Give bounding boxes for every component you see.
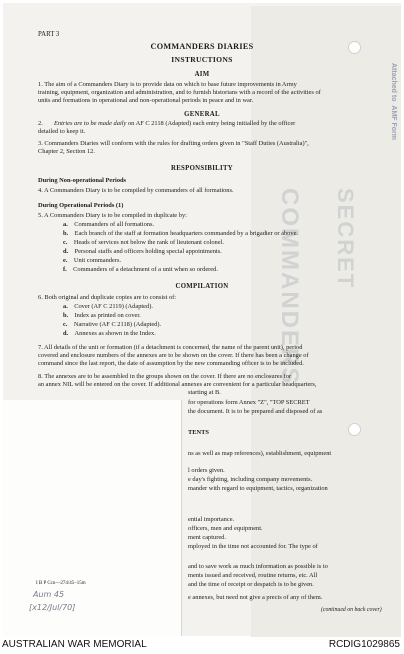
paragraph-3-line: 3. Commanders Diaries will conform with the rules for drafting orders given in "Staff Duties (Australia)", [38, 140, 309, 147]
right-fragment: l orders given. [188, 467, 225, 474]
right-fragment: mander with regard to equipment, tactics, organization [188, 485, 328, 492]
overlaid-paper-slip [3, 400, 182, 636]
archive-footer [0, 637, 404, 654]
right-fragment: and to save work as much information as possible is to [188, 563, 328, 570]
paragraph-3-line: Chapter 2, Section 12. [38, 148, 95, 155]
responsibility-heading: RESPONSIBILITY [171, 165, 233, 172]
handwritten-note: [x12/Jul/70] [29, 603, 76, 612]
non-operational-subheading: During Non-operational Periods [38, 177, 127, 184]
list-item: d. Annexes as shown in the Index. [63, 330, 156, 337]
ghost-text-2: SECRET [333, 188, 358, 290]
compilation-heading: COMPILATION [175, 283, 229, 290]
paragraph-8-line: 8. The annexes are to be assembled in the groups shown on the cover. If there are no enclosures for [38, 373, 292, 380]
right-fragment: e annexes, but need not give a precis of any of them. [188, 594, 323, 601]
right-fragment: ns as well as map references), establishment, equipment [188, 450, 332, 457]
paragraph-2-line: detailed to keep it. [38, 128, 86, 135]
right-fragment: starting at B. [188, 389, 221, 396]
aim-paragraph-line: units and formations in operational and non-operational periods in peace and in war. [38, 97, 254, 104]
right-fragment: mployed in the time not accounted for. The type of [188, 543, 318, 550]
list-item: f. Commanders of a detachment of a unit when so ordered. [63, 266, 218, 273]
right-fragment: for operations form Annex "Z", "TOP SECRET [188, 399, 310, 406]
aim-paragraph-line: 1. The aim of a Commanders Diary is to provide data on which to base future improvements in Army [38, 81, 297, 88]
paragraph-7-line: command since the last report, the date of assumption by the new commanding officer is to be included. [38, 360, 304, 367]
right-fragment: and the time of receipt or despatch is to be given. [188, 581, 314, 588]
list-item: d. Personal staffs and officers holding special appointments. [63, 248, 222, 255]
right-fragment: ment captured. [188, 534, 226, 541]
punch-hole-bottom [348, 423, 361, 436]
handwritten-note: Aum 45 [33, 590, 65, 599]
right-fragment: e day's fighting, including company movements. [188, 476, 313, 483]
right-fragment: officers, men and equipment. [188, 525, 263, 532]
print-code: I B P Ccn—274/45–15m [36, 581, 86, 586]
list-item: e. Unit commanders. [63, 257, 122, 264]
document-title: COMMANDERS DIARIES [150, 42, 254, 51]
paragraph-4: 4. A Commanders Diary is to be compiled by commanders of all formations. [38, 187, 234, 194]
aim-heading: AIM [194, 71, 210, 78]
paragraph-5: 5. A Commanders Diary is to be compiled in duplicate by: [38, 212, 187, 219]
margin-stamp: Attached to AMF Form [390, 63, 397, 140]
general-heading: GENERAL [184, 111, 220, 118]
continued-note: (continued on back cover) [321, 607, 382, 613]
aim-paragraph-line: training, equipment, organization and administration, and to furnish historians with a record of the activities of [38, 89, 321, 96]
paragraph-6: 6. Both original and duplicate copies are to consist of: [38, 294, 177, 301]
right-fragment: ential importance. [188, 516, 235, 523]
paragraph-2-line: 2. Entries are to be made daily on AF C 2118 (Adapted) each entry being initialled by the officer [38, 120, 296, 127]
right-fragment: the document. It is to be prepared and disposed of as [188, 408, 323, 415]
footer-record-id: RCDIG1029865 [328, 639, 400, 650]
paragraph-8-line: an annex NIL will be entered on the cover. If additional annexes are convenient for a particular headquarters, [38, 381, 317, 388]
paragraph-7-line: 7. All details of the unit or formation (if a detachment is concerned, the name of the parent unit), period [38, 344, 303, 351]
part-label: PART 3 [38, 31, 60, 38]
list-item: c. Narrative (AF C 2118) (Adapted). [63, 321, 162, 328]
right-fragment: ments issued and received, routine returns, etc. All [188, 572, 318, 579]
list-item: a. Cover (AF C 2119) (Adapted). [63, 303, 153, 310]
paragraph-7-line: covered and enclosure numbers of the annexes are to be shown on the cover. If there has been a change of [38, 352, 309, 359]
list-item: a. Commanders of all formations. [63, 221, 155, 228]
operational-subheading: During Operational Periods (1) [38, 202, 124, 209]
list-item: b. Index as printed on cover. [63, 312, 141, 319]
ghost-text-1: COMMANDERS [276, 188, 303, 386]
footer-institution: AUSTRALIAN WAR MEMORIAL [2, 639, 147, 650]
right-fragment: TENTS [188, 429, 209, 436]
list-item: b. Each branch of the staff at formation headquarters commanded by a brigadier or above. [63, 230, 299, 237]
document-subtitle: INSTRUCTIONS [171, 55, 233, 64]
list-item: c. Heads of services not below the rank of lieutenant colonel. [63, 239, 224, 246]
